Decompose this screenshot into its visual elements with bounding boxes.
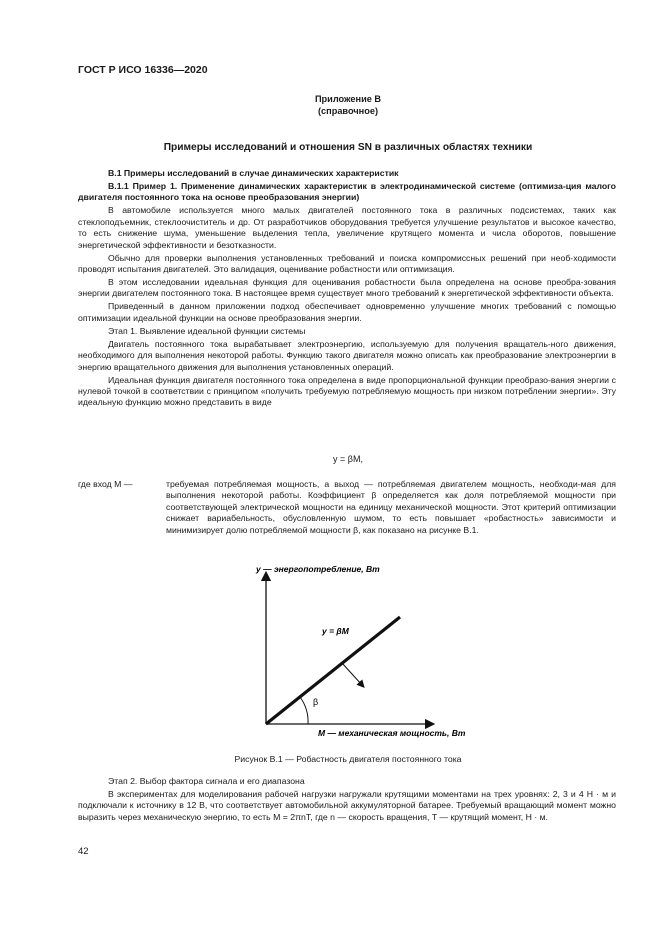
where-block xyxy=(78,479,616,536)
stage-heading: Этап 2. Выбор фактора сигнала и его диапазона xyxy=(108,776,305,786)
example-heading: В.1.1 Пример 1. Применение динамических характеристик в электродинамической системе (оптимиза-ция малого двигателя постоянного тока на основе преобразования энергии) xyxy=(78,181,616,203)
page-number: 42 xyxy=(78,846,89,857)
where-text: требуемая потребляемая мощность, а выход — потребляемая двигателем мощность, необходи-мая для выполнения некоторой работы. Коэффициент β определяется как доля потребляемой мощности при соответствующей электрической мощности на единицу механической мощности. Этот критерий оптимизации снижает вариабельность, обусловленную шумом, то есть повышает «робастность» зависимости и минимизирует долю потребляемой мощности β, как показано на рисунке В.1. xyxy=(166,479,616,535)
figure xyxy=(78,560,618,750)
figure-diagram xyxy=(78,560,618,750)
paragraph: Обычно для проверки выполнения установленных требований и поиска компромиссных решений при необ-ходимости проводят испытания двигателей. Это валидация, оценивание робастности или оптимизация. xyxy=(78,252,616,275)
appendix-subtitle: (справочное) xyxy=(317,106,378,116)
angle-arc xyxy=(300,697,308,724)
angle-label: β xyxy=(313,697,319,707)
where-lead: где вход M — xyxy=(78,479,133,489)
line-label: y = βM xyxy=(322,626,349,636)
y-axis-label: y — энергопотребление, Вт xyxy=(256,564,380,574)
normal-arrow xyxy=(342,663,362,685)
section-title: Примеры исследований и отношения SN в различных областях техники xyxy=(163,142,533,153)
standard-header: ГОСТ Р ИСО 16336—2020 xyxy=(78,64,208,76)
figure-caption: Рисунок В.1 — Робастность двигателя постоянного тока xyxy=(234,754,462,764)
paragraph: В автомобиле используется много малых двигателей постоянного тока в различных подсистемах, таких как стеклоподъемник, стеклоочиститель и др. От разработчиков оборудования требуется улучшение результатов и высокое качество, то есть снижение шума, уменьшение выделения тепла, увеличение крутящего момента и числа оборотов, повышение энергетической эффективности и безотказности. xyxy=(78,205,616,250)
paragraph: В экспериментах для моделирования рабочей нагрузки нагружали крутящими моментами на трех уровнях: 2, 3 и 4 Н · м и подключали к источнику в 12 В, что соответствует автомобильной аккумуляторной батарее. Требуемый вращающий момент можно выразить через механическую энергию, то есть M = 2πnT, где n — скорость вращения, T — крутящий момент, Н · м. xyxy=(78,789,616,822)
paragraph: Приведенный в данном приложении подход обеспечивает одновременно улучшение многих требований с помощью оптимизации идеальной функции на основе преобразования энергии. xyxy=(78,301,616,323)
paragraph: Идеальная функция двигателя постоянного тока определена в виде пропорциональной функции преобразо-вания энергии с нулевой точкой в соответствии с принципом «получить требуемую потребляемую мощность при низком потреблении энергии». Эту идеальную функцию можно представить в виде xyxy=(78,374,616,408)
body-text-continued xyxy=(78,776,616,825)
x-axis-label: M — механическая мощность, Вт xyxy=(318,728,466,738)
stage-heading: Этап 1. Выявление идеальной функции системы xyxy=(108,325,306,336)
paragraph: Двигатель постоянного тока вырабатывает электроэнергию, используемую для получения вращатель-ного движения, необходимого для выполнения некоторой работы. Функцию такого двигателя можно описать как преобразование электроэнергии в энергию вращательного движения для выполнения установленных операций. xyxy=(78,338,616,372)
appendix-title: Приложение В xyxy=(314,94,382,104)
formula: y = βM, xyxy=(333,454,363,464)
subsection-heading: В.1 Примеры исследований в случае динамических характеристик xyxy=(108,168,399,178)
paragraph: В этом исследовании идеальная функция для оценивания робастности была определена на основе преобра-зования энергии двигателем постоянного тока. В настоящее время существует много требований к энергетической эффективности объекта. xyxy=(78,277,616,299)
body-text xyxy=(78,168,616,410)
